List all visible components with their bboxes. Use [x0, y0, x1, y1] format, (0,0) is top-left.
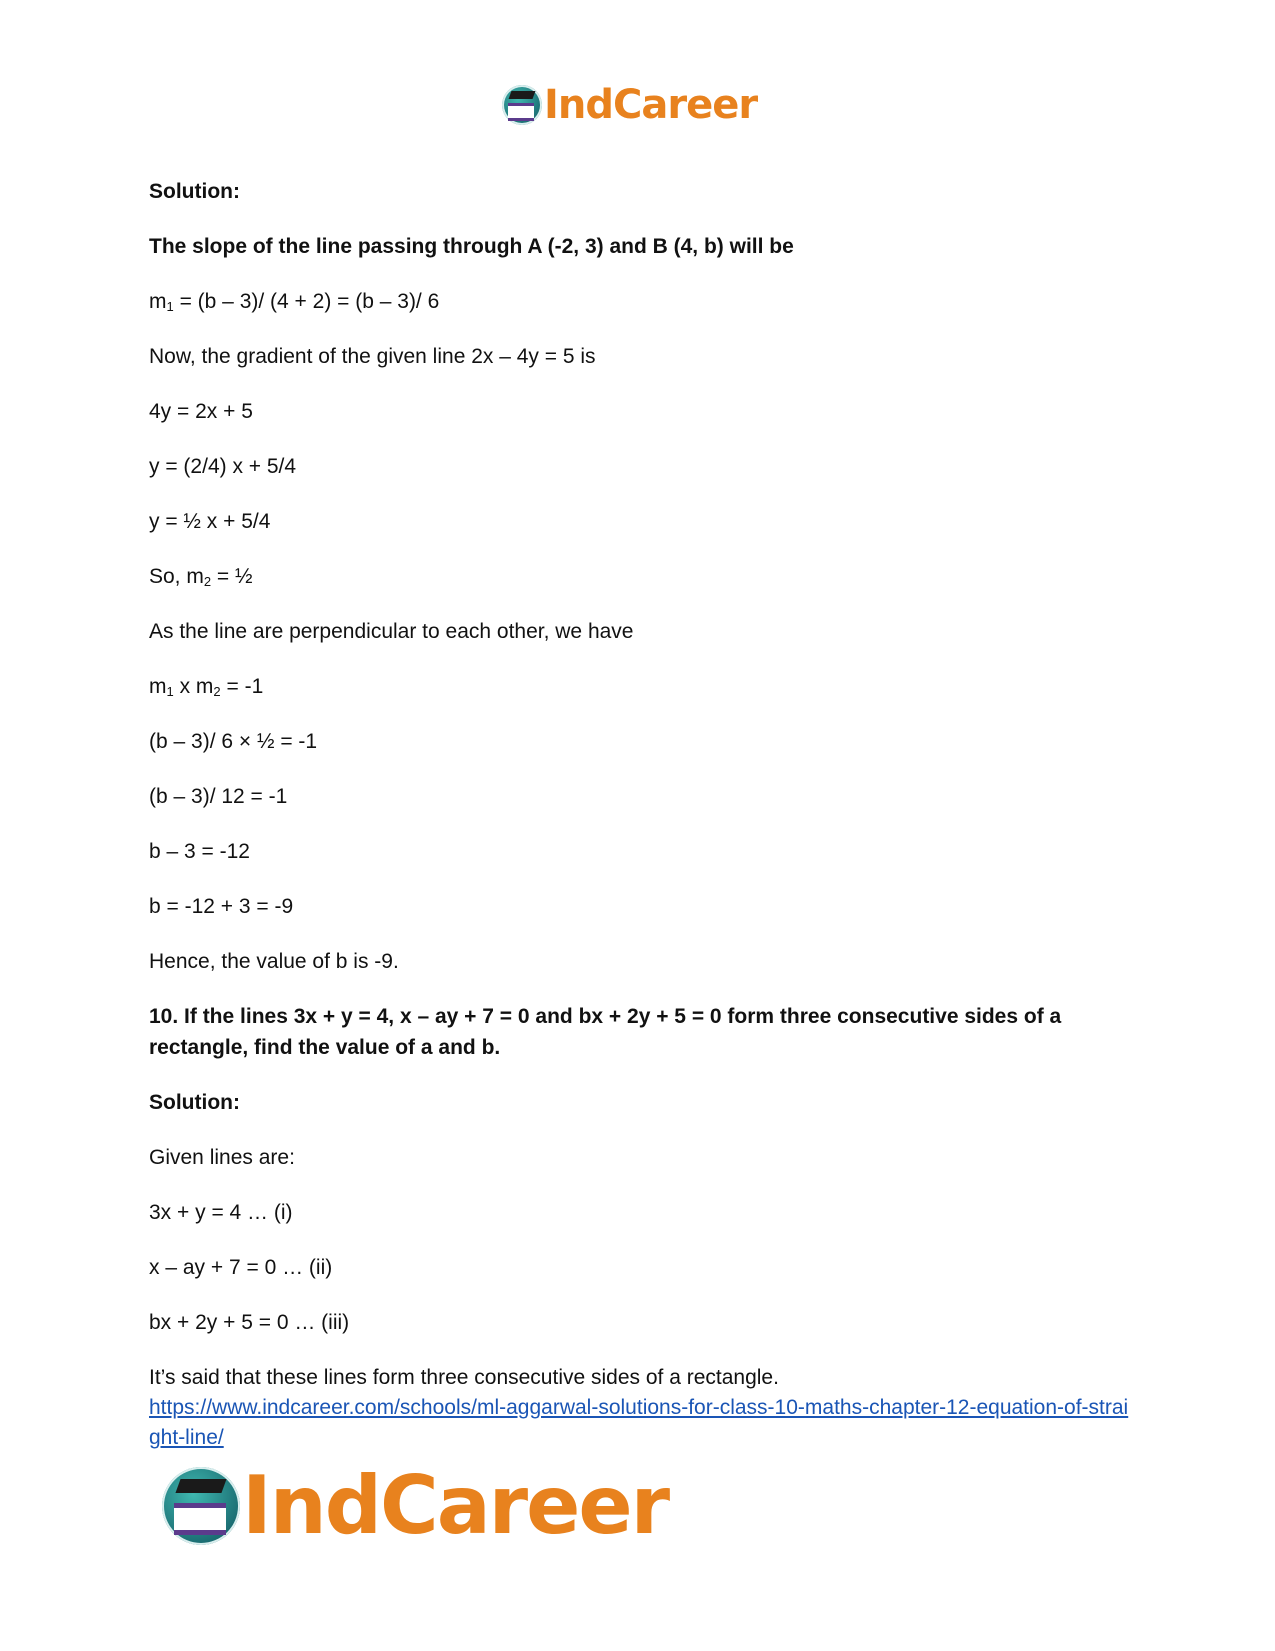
graduation-globe-icon: [162, 1467, 240, 1545]
conclusion: Hence, the value of b is -9.: [149, 950, 399, 973]
equation-y-half: y = ½ x + 5/4: [149, 510, 271, 533]
source-link[interactable]: https://www.indcareer.com/schools/ml-aggarwal-solutions-for-class-10-maths-chapter-12-equation-of-straight-line/: [149, 1396, 1129, 1449]
footer-logo: [162, 1459, 669, 1552]
footer-logo-text: IndCareer: [242, 1459, 669, 1552]
line-i: 3x + y = 4 … (i): [149, 1201, 293, 1224]
slope-product: $m_1$ x $m_2 = -1$: [149, 675, 264, 699]
m1-equation: $m_1 = (b - 3)/$ (4 + 2) = (b – 3)/ 6: [149, 290, 440, 314]
step-1: (b – 3)/ 6 × ½ = -1: [149, 730, 318, 753]
gradient-intro: Now, the gradient of the given line 2x – 4y = 5 is: [149, 345, 596, 368]
equation-y-fraction: y = (2/4) x + 5/4: [149, 455, 297, 478]
step-4: b = -12 + 3 = -9: [149, 895, 294, 918]
given-lines-intro: Given lines are:: [149, 1146, 295, 1169]
step-3: b – 3 = -12: [149, 840, 250, 863]
document-body: [149, 176, 1129, 1453]
line-ii: x – ay + 7 = 0 … (ii): [149, 1256, 333, 1279]
header-logo: [502, 80, 757, 130]
equation-4y: 4y = 2x + 5: [149, 400, 253, 423]
solution-heading: Solution:: [149, 180, 240, 203]
rectangle-note: It’s said that these lines form three consecutive sides of a rectangle.: [149, 1366, 779, 1389]
slope-intro: The slope of the line passing through A (-2, 3) and B (4, b) will be: [149, 235, 794, 258]
logo-text: IndCareer: [544, 82, 758, 128]
graduation-globe-icon: [502, 85, 542, 125]
m2-value: So, $m_2$ = ½: [149, 565, 253, 589]
perpendicular-intro: As the line are perpendicular to each other, we have: [149, 620, 634, 643]
step-2: (b – 3)/ 12 = -1: [149, 785, 288, 808]
question-10: 10. If the lines 3x + y = 4, x – ay + 7 = 0 and bx + 2y + 5 = 0 form three consecutive sides of a rectangle, find the value of a and b.: [149, 1005, 1062, 1059]
line-iii: bx + 2y + 5 = 0 … (iii): [149, 1311, 350, 1334]
solution-heading-2: Solution:: [149, 1091, 240, 1114]
